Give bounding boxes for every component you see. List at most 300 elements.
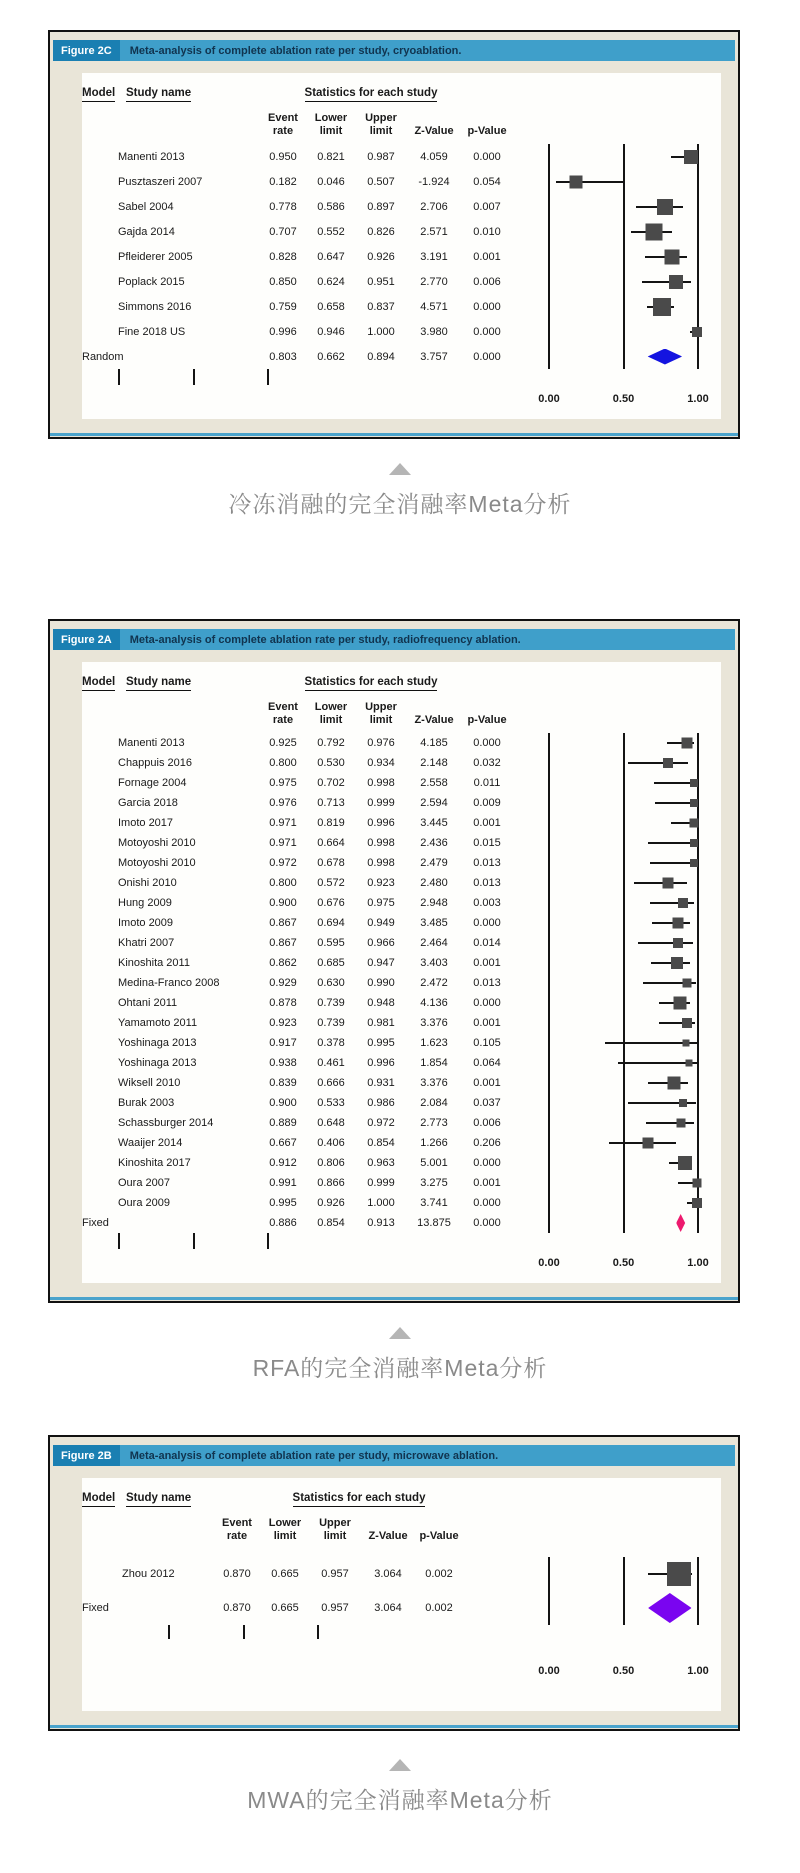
- plot-gridline: [267, 369, 269, 385]
- cell-study-name: Kinoshita 2017: [118, 1157, 191, 1169]
- cell-upper-limit: 0.507: [367, 175, 395, 188]
- plot-gridline: [548, 169, 550, 194]
- summary-diamond: [648, 349, 683, 365]
- effect-square: [653, 298, 671, 316]
- plot-gridline: [623, 793, 625, 813]
- plot-gridline: [548, 873, 550, 893]
- table-row: [82, 793, 721, 813]
- plot-gridline: [623, 144, 625, 169]
- cell-upper-limit: 0.854: [367, 1137, 395, 1149]
- plot-gridline: [548, 1193, 550, 1213]
- spacer: [310, 1665, 360, 1681]
- cell-study-name: Poplack 2015: [118, 275, 185, 288]
- ci-whisker: [652, 922, 690, 924]
- cell-lower-limit: 0.713: [317, 797, 345, 809]
- plot-gridline: [548, 244, 550, 269]
- cell-p-value: 0.009: [473, 797, 501, 809]
- table-row: [82, 1173, 721, 1193]
- cell-upper-limit: 0.897: [367, 200, 395, 213]
- table-row: [82, 853, 721, 873]
- plot-gridline-extension: [82, 1233, 721, 1249]
- plot-cell: [512, 294, 721, 319]
- plot-gridline: [548, 1113, 550, 1133]
- cell-p-value: 0.037: [473, 1097, 501, 1109]
- cell-lower-limit: 0.586: [317, 200, 345, 213]
- plot-gridline: [623, 1153, 625, 1173]
- cell-z-value: 3.064: [374, 1568, 402, 1580]
- plot-gridline: [697, 1073, 699, 1093]
- plot-gridline: [548, 1093, 550, 1113]
- column-header-statistics: Statistics for each study: [230, 87, 512, 102]
- forest-plot-table: [82, 662, 721, 1283]
- cell-event-rate: 0.867: [269, 937, 297, 949]
- plot-cell: [512, 853, 721, 873]
- column-subheader-z-value: Z-Value: [368, 1530, 408, 1542]
- cell-lower-limit: 0.378: [317, 1037, 345, 1049]
- plot-gridline: [548, 973, 550, 993]
- axis-tick-label: 1.00: [687, 393, 709, 405]
- plot-cell: [512, 319, 721, 344]
- cell-study-name: Ohtani 2011: [118, 997, 178, 1009]
- cell-event-rate: 0.867: [269, 917, 297, 929]
- plot-gridline: [623, 344, 625, 369]
- cell-event-rate: 0.938: [269, 1057, 297, 1069]
- spacer: [462, 1257, 512, 1273]
- effect-square: [692, 1198, 702, 1208]
- table-row: [82, 1113, 721, 1133]
- plot-gridline: [623, 813, 625, 833]
- cell-upper-limit: 0.999: [367, 797, 395, 809]
- cell-lower-limit: 0.739: [317, 997, 345, 1009]
- plot-gridline: [548, 893, 550, 913]
- effect-square: [668, 1077, 681, 1090]
- plot-gridline: [697, 993, 699, 1013]
- cell-upper-limit: 0.975: [367, 897, 395, 909]
- axis-tick-label: 0.00: [538, 1257, 560, 1269]
- plot-gridline: [623, 1173, 625, 1193]
- plot-gridline: [623, 1113, 625, 1133]
- cell-lower-limit: 0.739: [317, 1017, 345, 1029]
- effect-square: [690, 779, 698, 787]
- cell-event-rate: 0.862: [269, 957, 297, 969]
- column-subheader-lower-limit: Lower limit: [314, 112, 348, 137]
- cell-model: Fixed: [82, 1602, 109, 1614]
- cell-p-value: 0.011: [473, 777, 501, 789]
- plot-gridline: [697, 344, 699, 369]
- plot-gridline: [697, 1093, 699, 1113]
- cell-study-name: Burak 2003: [118, 1097, 175, 1109]
- cell-study-name: Onishi 2010: [118, 877, 177, 889]
- cell-lower-limit: 0.552: [317, 225, 345, 238]
- plot-gridline: [697, 1033, 699, 1053]
- table-row: [82, 773, 721, 793]
- cell-upper-limit: 0.913: [367, 1217, 395, 1229]
- plot-gridline: [548, 344, 550, 369]
- plot-cell: [512, 753, 721, 773]
- table-row: [82, 873, 721, 893]
- cell-event-rate: 0.759: [269, 300, 297, 313]
- cell-upper-limit: 0.894: [367, 350, 395, 363]
- figure-header-bar: [53, 629, 735, 650]
- plot-gridline: [697, 1213, 699, 1233]
- table-row: [82, 813, 721, 833]
- cell-study-name: Sabel 2004: [118, 200, 174, 213]
- plot-gridline: [697, 1591, 699, 1625]
- cell-study-name: Pfleiderer 2005: [118, 250, 193, 263]
- axis-row: [82, 393, 721, 409]
- plot-gridline: [697, 169, 699, 194]
- table-row: [82, 1213, 721, 1233]
- plot-gridline: [548, 294, 550, 319]
- cell-lower-limit: 0.854: [317, 1217, 345, 1229]
- plot-cell: [512, 793, 721, 813]
- plot-gridline: [623, 219, 625, 244]
- cell-upper-limit: 0.998: [367, 837, 395, 849]
- cell-p-value: 0.000: [473, 300, 501, 313]
- cell-p-value: 0.000: [473, 1197, 501, 1209]
- axis-tick-labels: [512, 393, 721, 409]
- plot-cell: [512, 1213, 721, 1233]
- plot-cell: [512, 973, 721, 993]
- plot-gridline: [623, 1073, 625, 1093]
- plot-gridline-extension: [82, 369, 721, 385]
- panel-bottom-accent: [50, 1725, 738, 1728]
- effect-square: [690, 859, 698, 867]
- plot-gridline: [697, 973, 699, 993]
- panel-bottom-accent: [50, 433, 738, 436]
- axis-tick-label: 0.00: [538, 1665, 560, 1677]
- cell-study-name: Simmons 2016: [118, 300, 192, 313]
- plot-gridline: [697, 1133, 699, 1153]
- plot-cell: [512, 269, 721, 294]
- cell-study-name: Motoyoshi 2010: [118, 837, 196, 849]
- column-header-model: Model: [82, 87, 126, 102]
- cell-upper-limit: 0.957: [321, 1568, 349, 1580]
- ci-whisker: [642, 281, 691, 283]
- effect-square: [570, 175, 583, 188]
- cell-z-value: 3.445: [420, 817, 448, 829]
- plot-gridline: [623, 194, 625, 219]
- cell-lower-limit: 0.572: [317, 877, 345, 889]
- spacer: [462, 393, 512, 409]
- cell-upper-limit: 0.949: [367, 917, 395, 929]
- table-row: [82, 144, 721, 169]
- cell-z-value: 2.479: [420, 857, 448, 869]
- table-row: [82, 753, 721, 773]
- effect-square: [663, 758, 673, 768]
- effect-square: [683, 979, 692, 988]
- plot-gridline: [548, 319, 550, 344]
- effect-square: [679, 1099, 687, 1107]
- spacer: [500, 1492, 721, 1507]
- cell-p-value: 0.105: [473, 1037, 501, 1049]
- table-row: [82, 294, 721, 319]
- cell-p-value: 0.001: [473, 1177, 501, 1189]
- table-row: [82, 219, 721, 244]
- cell-lower-limit: 0.648: [317, 1117, 345, 1129]
- column-header-study-name: Study name: [126, 1492, 218, 1507]
- column-subheader-event-rate: Event rate: [222, 1517, 252, 1542]
- plot-gridline: [623, 913, 625, 933]
- cell-event-rate: 0.976: [269, 797, 297, 809]
- cell-p-value: 0.000: [473, 325, 501, 338]
- cell-p-value: 0.001: [473, 1017, 501, 1029]
- cell-study-name: Waaijer 2014: [118, 1137, 183, 1149]
- cell-study-name: Yoshinaga 2013: [118, 1037, 197, 1049]
- summary-diamond: [676, 1214, 685, 1232]
- cell-p-value: 0.006: [473, 1117, 501, 1129]
- cell-event-rate: 0.972: [269, 857, 297, 869]
- cell-z-value: 1.266: [420, 1137, 448, 1149]
- cell-z-value: 3.275: [420, 1177, 448, 1189]
- plot-cell: [512, 933, 721, 953]
- cell-event-rate: 0.996: [269, 325, 297, 338]
- plot-gridline: [623, 973, 625, 993]
- plot-gridline: [623, 244, 625, 269]
- table-row: [82, 269, 721, 294]
- cell-lower-limit: 0.866: [317, 1177, 345, 1189]
- column-header-study-name: Study name: [126, 87, 230, 102]
- column-header-model: Model: [82, 676, 126, 691]
- cell-z-value: 1.854: [420, 1057, 448, 1069]
- plot-gridline: [548, 1591, 550, 1625]
- plot-gridline: [548, 813, 550, 833]
- plot-gridline: [548, 1013, 550, 1033]
- plot-gridline: [548, 993, 550, 1013]
- figure-caption: 冷冻消融的完全消融率Meta分析: [228, 491, 572, 517]
- cell-p-value: 0.013: [473, 877, 501, 889]
- cell-z-value: 2.480: [420, 877, 448, 889]
- figure-header-bar: [53, 40, 735, 61]
- figure-panel-microwave: [48, 1435, 740, 1731]
- cell-lower-limit: 0.595: [317, 937, 345, 949]
- column-subheader-p-value: p-Value: [467, 714, 507, 726]
- plot-cell: [512, 1093, 721, 1113]
- plot-cell: [512, 1073, 721, 1093]
- table-row: [82, 1193, 721, 1213]
- cell-upper-limit: 0.951: [367, 275, 395, 288]
- caption-block-microwave: [0, 1759, 800, 1815]
- plot-gridline: [697, 753, 699, 773]
- plot-gridline: [548, 219, 550, 244]
- effect-square: [678, 1156, 692, 1170]
- plot-gridline: [697, 1013, 699, 1033]
- cell-p-value: 0.000: [473, 997, 501, 1009]
- cell-upper-limit: 0.996: [367, 817, 395, 829]
- cell-upper-limit: 0.995: [367, 1037, 395, 1049]
- plot-cell: [512, 1033, 721, 1053]
- plot-gridline: [548, 269, 550, 294]
- table-rows: [82, 1557, 721, 1625]
- effect-square: [692, 1179, 701, 1188]
- cell-study-name: Manenti 2013: [118, 737, 185, 749]
- plot-cell: [512, 893, 721, 913]
- cell-lower-limit: 0.647: [317, 250, 345, 263]
- cell-p-value: 0.001: [473, 817, 501, 829]
- axis-tick-label: 0.00: [538, 393, 560, 405]
- cell-upper-limit: 0.826: [367, 225, 395, 238]
- cell-lower-limit: 0.792: [317, 737, 345, 749]
- cell-study-name: Yamamoto 2011: [118, 1017, 198, 1029]
- plot-gridline: [548, 913, 550, 933]
- plot-gridline: [697, 294, 699, 319]
- cell-event-rate: 0.667: [269, 1137, 297, 1149]
- plot-gridline: [697, 893, 699, 913]
- plot-cell: [512, 773, 721, 793]
- column-subheader-event-rate: Event rate: [268, 112, 298, 137]
- plot-cell: [512, 169, 721, 194]
- plot-cell: [512, 1153, 721, 1173]
- cell-p-value: 0.032: [473, 757, 501, 769]
- cell-study-name: Wiksell 2010: [118, 1077, 181, 1089]
- cell-lower-limit: 0.664: [317, 837, 345, 849]
- cell-upper-limit: 0.999: [367, 1177, 395, 1189]
- cell-z-value: 2.148: [420, 757, 448, 769]
- spacer: [82, 393, 118, 409]
- cell-z-value: 2.436: [420, 837, 448, 849]
- cell-upper-limit: 0.987: [367, 150, 395, 163]
- cell-upper-limit: 0.998: [367, 777, 395, 789]
- cell-z-value: 2.571: [420, 225, 448, 238]
- cell-study-name: Hung 2009: [118, 897, 172, 909]
- spacer: [118, 1257, 260, 1273]
- figure-header-bar: [53, 1445, 735, 1466]
- cell-p-value: 0.000: [473, 1217, 501, 1229]
- cell-lower-limit: 0.046: [317, 175, 345, 188]
- cell-z-value: 2.464: [420, 937, 448, 949]
- cell-z-value: 3.485: [420, 917, 448, 929]
- cell-study-name: Fine 2018 US: [118, 325, 186, 338]
- plot-gridline: [548, 953, 550, 973]
- column-subheader-z-value: Z-Value: [414, 714, 454, 726]
- plot-gridline: [623, 1013, 625, 1033]
- table-subheader-row: [82, 701, 721, 727]
- cell-z-value: 3.741: [420, 1197, 448, 1209]
- cell-event-rate: 0.707: [269, 225, 297, 238]
- plot-cell: [512, 344, 721, 369]
- effect-square: [677, 1119, 686, 1128]
- cell-study-name: Imoto 2009: [118, 917, 174, 929]
- effect-square: [681, 738, 692, 749]
- plot-gridline: [623, 1591, 625, 1625]
- cell-p-value: 0.014: [473, 937, 501, 949]
- plot-gridline: [623, 1557, 625, 1591]
- plot-gridline: [267, 1233, 269, 1249]
- cell-lower-limit: 0.702: [317, 777, 345, 789]
- cell-event-rate: 0.995: [269, 1197, 297, 1209]
- cell-event-rate: 0.991: [269, 1177, 297, 1189]
- plot-gridline: [623, 733, 625, 753]
- cell-z-value: 3.191: [420, 250, 448, 263]
- plot-gridline: [697, 219, 699, 244]
- plot-gridline: [697, 1153, 699, 1173]
- cell-p-value: 0.000: [473, 150, 501, 163]
- spacer: [360, 1665, 416, 1681]
- table-subheader-row: [82, 1517, 721, 1543]
- cell-study-name: Motoyoshi 2010: [118, 857, 196, 869]
- plot-gridline: [697, 1113, 699, 1133]
- cell-z-value: 4.136: [420, 997, 448, 1009]
- cell-upper-limit: 0.957: [321, 1602, 349, 1614]
- plot-gridline: [193, 369, 195, 385]
- cell-z-value: 2.594: [420, 797, 448, 809]
- cell-p-value: 0.000: [473, 350, 501, 363]
- cell-event-rate: 0.803: [269, 350, 297, 363]
- cell-p-value: 0.064: [473, 1057, 501, 1069]
- plot-cell: [462, 1557, 721, 1591]
- cell-lower-limit: 0.665: [271, 1602, 299, 1614]
- effect-square: [665, 249, 680, 264]
- column-header-model: Model: [82, 1492, 126, 1507]
- effect-square: [671, 957, 683, 969]
- table-header-row: [82, 676, 721, 691]
- axis-tick-labels: [512, 1257, 721, 1273]
- cell-p-value: 0.001: [473, 250, 501, 263]
- cell-z-value: 2.472: [420, 977, 448, 989]
- effect-square: [690, 839, 698, 847]
- effect-square: [673, 997, 686, 1010]
- cell-lower-limit: 0.926: [317, 1197, 345, 1209]
- cell-event-rate: 0.870: [223, 1602, 251, 1614]
- axis-tick-label: 1.00: [687, 1665, 709, 1677]
- effect-square: [692, 327, 702, 337]
- axis-tick-label: 0.50: [612, 393, 635, 405]
- figure-title: Meta-analysis of complete ablation rate per study, radiofrequency ablation.: [129, 633, 521, 646]
- cell-upper-limit: 0.981: [367, 1017, 395, 1029]
- plot-gridline: [697, 913, 699, 933]
- cell-event-rate: 0.971: [269, 817, 297, 829]
- plot-gridline: [317, 1625, 319, 1639]
- plot-gridline: [548, 1053, 550, 1073]
- table-header-row: [82, 87, 721, 102]
- cell-p-value: 0.013: [473, 977, 501, 989]
- plot-gridline: [697, 194, 699, 219]
- cell-upper-limit: 0.934: [367, 757, 395, 769]
- plot-gridline: [548, 1557, 550, 1591]
- table-row: [82, 1093, 721, 1113]
- cell-p-value: 0.002: [425, 1602, 453, 1614]
- forest-plot-table: [82, 1478, 721, 1711]
- plot-cell: [512, 1173, 721, 1193]
- spacer: [406, 1257, 462, 1273]
- plot-gridline: [243, 1625, 245, 1639]
- plot-cell: [512, 1013, 721, 1033]
- table-row: [82, 1073, 721, 1093]
- cell-study-name: Manenti 2013: [118, 150, 185, 163]
- cell-lower-limit: 0.665: [271, 1568, 299, 1580]
- column-header-study-name: Study name: [126, 676, 230, 691]
- cell-z-value: 4.571: [420, 300, 448, 313]
- collapse-triangle-icon: [389, 463, 411, 475]
- spacer: [512, 676, 721, 691]
- plot-gridline: [548, 1033, 550, 1053]
- table-row: [82, 1033, 721, 1053]
- plot-gridline: [623, 853, 625, 873]
- forest-plot-table: [82, 73, 721, 419]
- panel-bottom-accent: [50, 1297, 738, 1300]
- cell-p-value: 0.000: [473, 917, 501, 929]
- cell-event-rate: 0.850: [269, 275, 297, 288]
- table-row: [82, 973, 721, 993]
- plot-gridline: [697, 733, 699, 753]
- cell-lower-limit: 0.685: [317, 957, 345, 969]
- cell-study-name: Oura 2009: [118, 1197, 170, 1209]
- spacer: [306, 393, 356, 409]
- table-subheader-row: [82, 112, 721, 138]
- table-rows: [82, 733, 721, 1233]
- cell-event-rate: 0.800: [269, 757, 297, 769]
- table-row: [82, 1153, 721, 1173]
